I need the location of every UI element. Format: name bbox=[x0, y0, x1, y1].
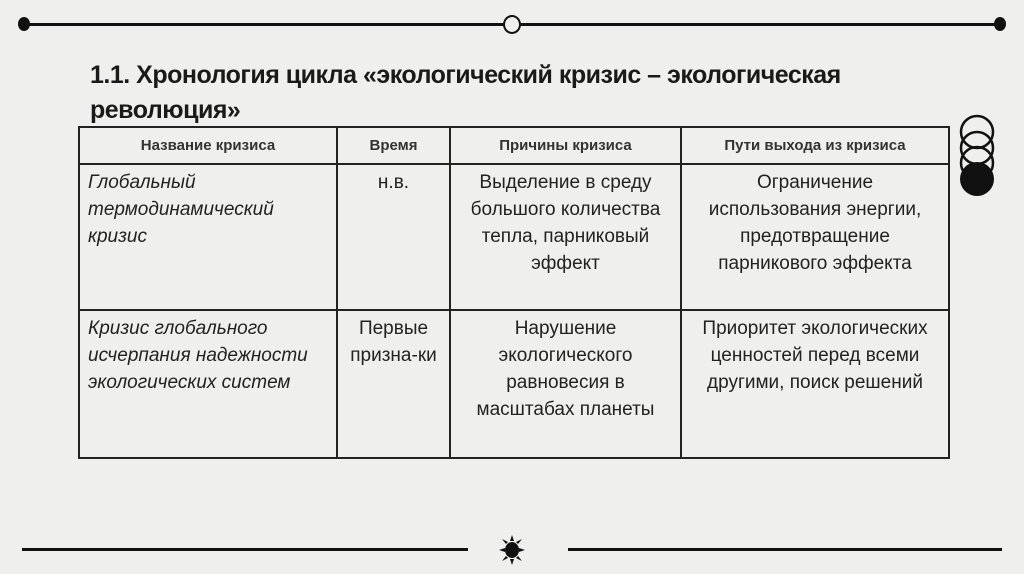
header-causes: Причины кризиса bbox=[450, 127, 681, 164]
cell-time: н.в. bbox=[337, 164, 450, 310]
top-right-dot bbox=[994, 17, 1006, 31]
cell-causes: Нарушение экологического равновесия в масштабах планеты bbox=[450, 310, 681, 458]
crisis-chronology-table bbox=[78, 126, 950, 459]
bottom-right-line bbox=[568, 548, 1002, 551]
cell-solutions: Ограничение использования энергии, предотвращение парникового эффекта bbox=[681, 164, 949, 310]
table-header-row bbox=[79, 127, 949, 164]
header-time: Время bbox=[337, 127, 450, 164]
sun-icon bbox=[496, 535, 528, 565]
table-row bbox=[79, 164, 949, 310]
slide-title: 1.1. Хронология цикла «экологический кризис – экологическая революция» bbox=[90, 61, 841, 124]
stacked-circles-icon bbox=[952, 110, 1002, 200]
table-row bbox=[79, 310, 949, 458]
top-left-dot bbox=[18, 17, 30, 31]
header-crisis-name: Название кризиса bbox=[79, 127, 337, 164]
cell-crisis-name: Кризис глобального исчерпания надежности экологических систем bbox=[79, 310, 337, 458]
cell-solutions: Приоритет экологических ценностей перед всеми другими, поиск решений bbox=[681, 310, 949, 458]
header-solutions: Пути выхода из кризиса bbox=[681, 127, 949, 164]
cell-crisis-name: Глобальный термодинамический кризис bbox=[79, 164, 337, 310]
bottom-left-line bbox=[22, 548, 468, 551]
cell-causes: Выделение в среду большого количества тепла, парниковый эффект bbox=[450, 164, 681, 310]
top-center-circle bbox=[503, 15, 521, 34]
cell-time: Первые призна-ки bbox=[337, 310, 450, 458]
